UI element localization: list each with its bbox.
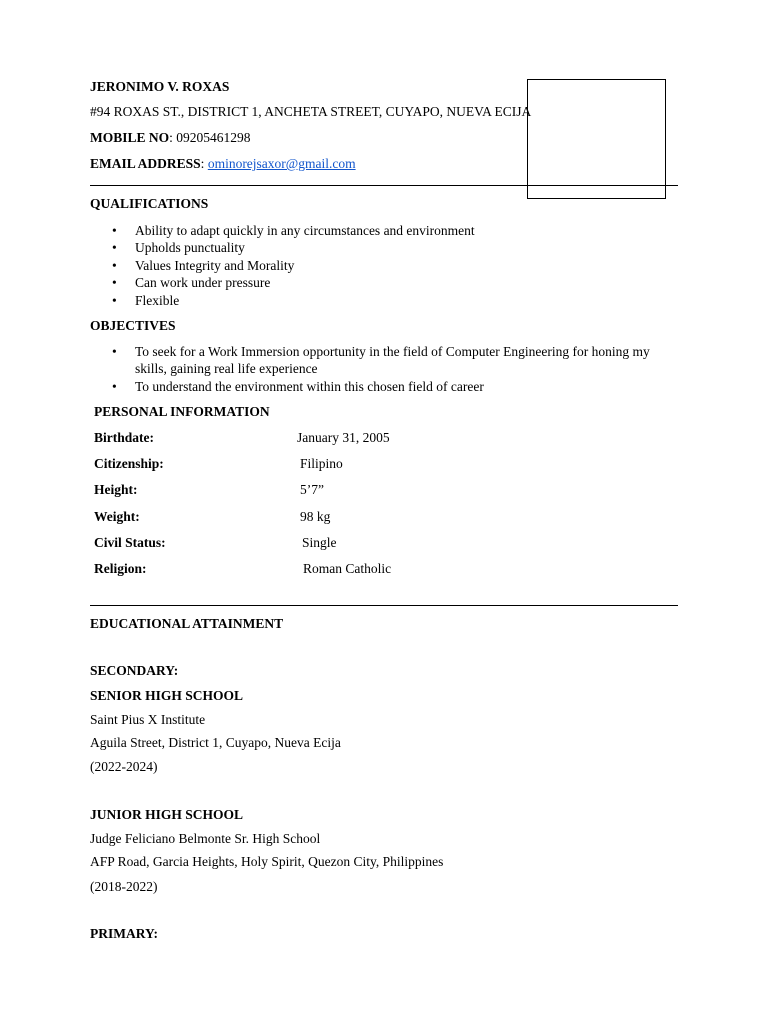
mobile-value: : 09205461298 [169,130,251,145]
bullet-icon: • [112,292,117,308]
home-address: #94 ROXAS ST., DISTRICT 1, ANCHETA STREET, CUYAPO, NUEVA ECIJA [90,104,532,119]
objectives-list [90,343,655,395]
section-divider [90,605,678,606]
personal-info-heading: PERSONAL INFORMATION [94,404,270,419]
senior-high-heading: SENIOR HIGH SCHOOL [90,688,244,703]
secondary-label: SECONDARY: [90,663,179,678]
list-item: • Ability to adapt quickly in any circumstances and environment [112,223,475,238]
citizenship-value: Filipino [300,456,343,471]
weight-label: Weight: [94,509,140,524]
birthdate-value: January 31, 2005 [297,430,390,445]
objectives-heading: OBJECTIVES [90,318,176,333]
bullet-icon: • [112,275,117,291]
birthdate-label: Birthdate: [94,430,154,445]
junior-high-years: (2018-2022) [90,879,158,894]
junior-high-school-name: Judge Feliciano Belmonte Sr. High School [90,831,321,846]
list-item: • To understand the environment within this chosen field of career [112,378,484,394]
height-value: 5’7” [300,482,324,497]
mobile-line [90,130,251,146]
email-link[interactable]: ominorejsaxor@gmail.com [207,156,356,171]
religion-value: Roman Catholic [303,561,392,576]
civil-status-label: Civil Status: [94,535,166,550]
junior-high-heading: JUNIOR HIGH SCHOOL [90,807,244,822]
senior-high-school-name: Saint Pius X Institute [90,712,206,727]
weight-value: 98 kg [300,509,331,524]
religion-label: Religion: [94,561,147,576]
education-heading: EDUCATIONAL ATTAINMENT [90,616,284,631]
bullet-icon: • [112,257,117,273]
civil-status-value: Single [302,535,337,550]
list-item: • Can work under pressure [112,275,271,291]
senior-high-address: Aguila Street, District 1, Cuyapo, Nueva Ecija [90,735,341,750]
bullet-icon: • [112,344,117,359]
list-item: • Upholds punctuality [112,240,245,256]
qualifications-heading: QUALIFICATIONS [90,196,209,211]
citizenship-label: Citizenship: [94,456,164,471]
list-item: • Values Integrity and Morality [112,257,295,273]
bullet-icon: • [112,223,117,238]
email-line [90,156,356,172]
height-label: Height: [94,482,138,497]
list-item: • To seek for a Work Immersion opportunity in the field of Computer Engineering for honing my skills, gaining real life experience [112,344,650,377]
applicant-name: JERONIMO V. ROXAS [90,79,230,94]
header-divider [90,185,678,186]
email-label: EMAIL ADDRESS [90,156,201,171]
email-separator: : [200,156,208,171]
primary-label: PRIMARY: [90,926,159,941]
list-item: • Flexible [112,292,180,308]
photo-placeholder [527,79,666,199]
qualifications-list [90,222,475,309]
bullet-icon: • [112,240,117,256]
bullet-icon: • [112,378,117,394]
senior-high-years: (2022-2024) [90,759,158,774]
junior-high-address: AFP Road, Garcia Heights, Holy Spirit, Quezon City, Philippines [90,854,444,869]
mobile-label: MOBILE NO [90,130,170,145]
